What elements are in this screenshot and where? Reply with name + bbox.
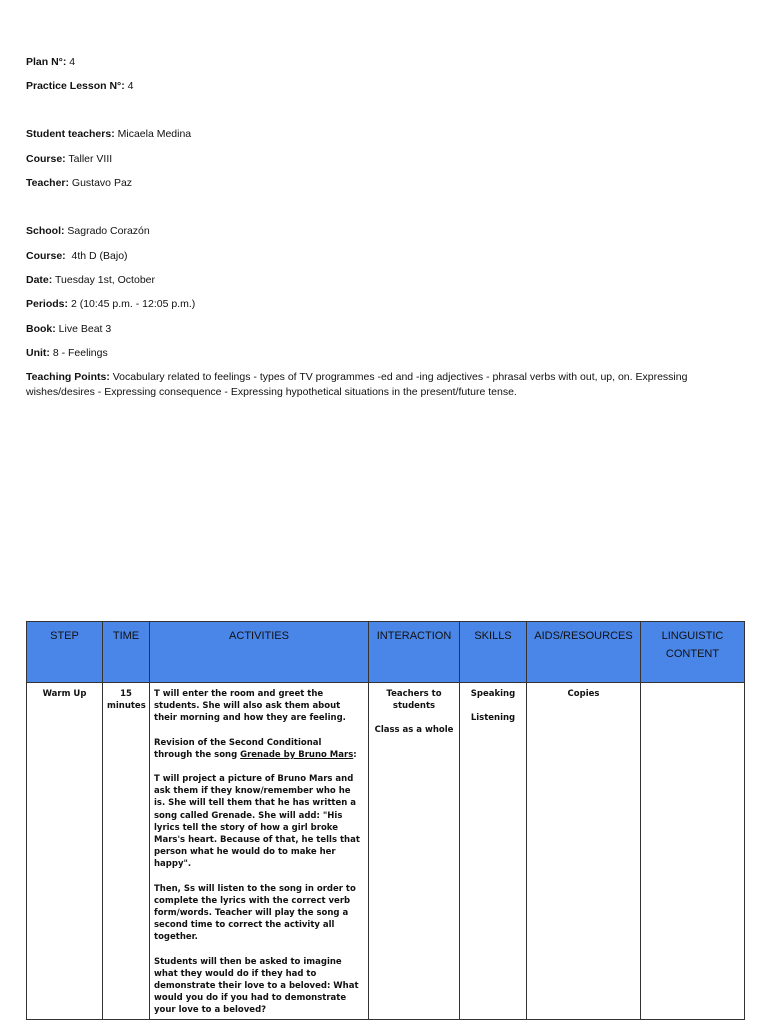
lesson-plan-table [26, 621, 745, 1020]
cell-interaction [369, 683, 460, 1020]
activity-revision [154, 737, 362, 761]
date [26, 273, 746, 288]
header-linguistic-content: LINGUISTIC CONTENT [641, 622, 745, 683]
plan-label: Plan N°: [26, 56, 67, 68]
teaching-points [26, 370, 746, 400]
activity-listening: Then, Ss will listen to the song in order to complete the lyrics with the correct verb form/words. Teacher will play the song a second time to correct the activity all together. [154, 883, 356, 943]
table-row [27, 683, 745, 1020]
practice-lesson-number [26, 79, 746, 94]
cell-aids-resources [527, 683, 641, 1020]
teacher-label: Teacher: [26, 177, 69, 189]
plan-value: 4 [69, 56, 76, 68]
cell-step [27, 683, 103, 1020]
skill-listening: Listening [470, 713, 516, 724]
student-teachers [26, 127, 746, 142]
course-value: Taller VIII [68, 153, 113, 165]
activity-imagine: Students will then be asked to imagine what they would do if they had to demonstrate their love to a beloved: What would you do if you had to demonstrate your love to a beloved? [154, 956, 359, 1016]
activity-greeting: T will enter the room and greet the students. She will also ask them about their morning and how they are feeling. [154, 689, 346, 724]
school [26, 224, 746, 239]
date-value: Tuesday 1st, October [55, 274, 155, 286]
cell-skills [460, 683, 527, 1020]
table-header-row [27, 622, 745, 683]
header-activities: ACTIVITIES [150, 622, 369, 683]
activity-picture: T will project a picture of Bruno Mars and ask them if they know/remember who he is. She will tell them that he has written a song called Grenade. She will add: "His lyrics tell the story of how a girl broke Mars's heart. Because of that, he tells that person what he would do to make her happy". [154, 774, 360, 870]
course-class [26, 249, 746, 264]
book-label: Book: [26, 323, 56, 335]
header-skills: SKILLS [460, 622, 527, 683]
interaction-class-whole: Class as a whole [374, 725, 454, 736]
step-text: Warm Up [42, 689, 87, 699]
header-step: STEP [27, 622, 103, 683]
skill-speaking: Speaking [470, 689, 516, 699]
course-label: Course: [26, 153, 66, 165]
practice-label: Practice Lesson N°: [26, 80, 125, 92]
date-label: Date: [26, 274, 53, 286]
revision-text: Revision of the Second Conditional through the song [154, 737, 322, 760]
plan-number [26, 55, 746, 70]
periods-value: 2 (10:45 p.m. - 12:05 p.m.) [70, 298, 196, 310]
cell-linguistic-content [641, 683, 745, 1020]
student-teachers-label: Student teachers: [26, 128, 115, 140]
course-class-value: 4th D (Bajo) [71, 250, 128, 262]
student-teachers-value: Micaela Medina [117, 128, 192, 140]
teaching-points-label: Teaching Points: [26, 371, 110, 383]
unit [26, 346, 746, 361]
song-link[interactable]: Grenade by Bruno Mars [240, 749, 354, 760]
revision-colon: : [353, 749, 357, 760]
book-value: Live Beat 3 [58, 323, 112, 335]
time-text: 15 minutes [107, 689, 146, 712]
book [26, 322, 746, 337]
school-label: School: [26, 225, 65, 237]
course-class-label: Course: [26, 250, 66, 262]
practice-value: 4 [127, 80, 134, 92]
cell-time [103, 683, 150, 1020]
periods-label: Periods: [26, 298, 69, 310]
school-value: Sagrado Corazón [67, 225, 150, 237]
unit-value: 8 - Feelings [52, 347, 108, 359]
teacher [26, 176, 746, 191]
teaching-points-value: Vocabulary related to feelings - types of TV programmes -ed and -ing adjectives - phrasal verbs with out, up, on. Expressing wishes/desires - Expressing consequence - Expressing hypothetical situations in the present/future tense. [26, 371, 688, 398]
header-time: TIME [103, 622, 150, 683]
teacher-value: Gustavo Paz [71, 177, 133, 189]
cell-activities [150, 683, 369, 1020]
aids-text: Copies [567, 689, 600, 699]
header-interaction: INTERACTION [369, 622, 460, 683]
unit-label: Unit: [26, 347, 50, 359]
interaction-teachers-students: Teachers to students [386, 689, 442, 712]
course-taller [26, 152, 746, 167]
periods [26, 297, 746, 312]
header-aids-resources: AIDS/RESOURCES [527, 622, 641, 683]
